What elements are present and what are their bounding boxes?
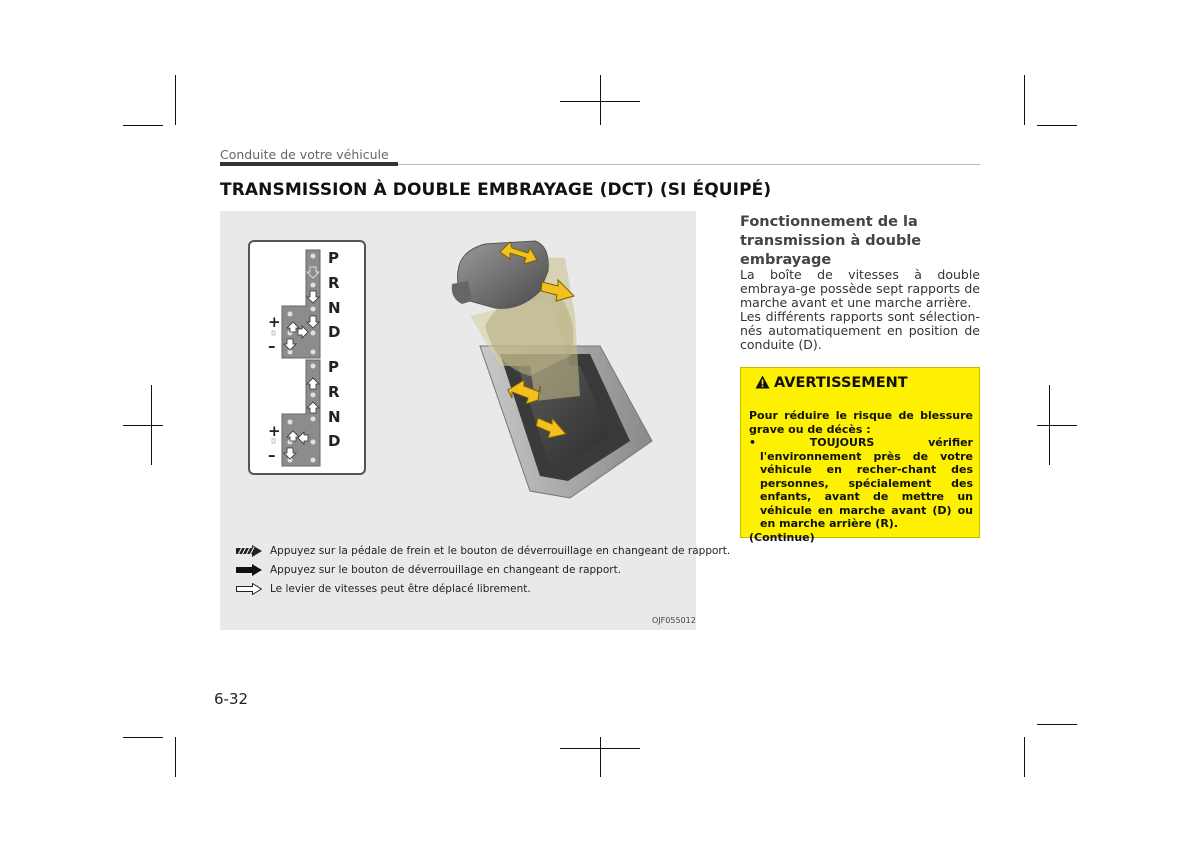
- warning-title-row: [755, 375, 908, 391]
- page-title: TRANSMISSION À DOUBLE EMBRAYAGE (DCT) (SI ÉQUIPÉ): [220, 180, 772, 200]
- gear-letter-p: P: [328, 249, 339, 267]
- paragraph: Les différents rapports sont sélection-nés automatiquement en position de conduite (D).: [740, 309, 980, 352]
- warning-body: [749, 409, 973, 544]
- legend-text: Appuyez sur la pédale de frein et le bouton de déverrouillage en changeant de rapport.: [270, 545, 731, 557]
- gear-lever-illustration: [440, 236, 660, 501]
- paragraph: La boîte de vitesses à double embraya-ge possède sept rapports de marche avant et une marche arrière.: [740, 267, 980, 310]
- warning-intro: Pour réduire le risque de blessure grave ou de décès :: [749, 409, 973, 436]
- subheading: Fonctionnement de la transmission à double embrayage: [740, 214, 922, 268]
- section-divider: [398, 164, 980, 165]
- crop-mark: [151, 385, 152, 465]
- gear-letter-r: R: [328, 274, 340, 292]
- figure-code: OJF055012: [652, 616, 696, 625]
- plus-label: +: [268, 422, 281, 440]
- section-bar: [220, 162, 398, 166]
- gear-letter-d: D: [328, 323, 341, 341]
- minus-label: –: [268, 337, 276, 355]
- crop-mark: [600, 737, 601, 777]
- crop-mark: [600, 75, 601, 125]
- crop-mark: [175, 737, 176, 777]
- crop-mark: [123, 737, 163, 738]
- crop-mark: [123, 425, 163, 426]
- crop-mark: [1037, 125, 1077, 126]
- shift-gate-diagram: [248, 240, 366, 475]
- warning-continued: (Continue): [749, 530, 815, 544]
- warning-icon: [755, 375, 770, 389]
- crop-mark: [175, 75, 176, 125]
- page-number: 6-32: [214, 690, 249, 708]
- body-text: [740, 268, 980, 352]
- crop-mark: [123, 125, 163, 126]
- legend-item: [236, 545, 731, 560]
- warning-title: AVERTISSEMENT: [774, 375, 908, 391]
- plus-label: +: [268, 313, 281, 331]
- hatched-arrow-icon: [236, 545, 262, 557]
- warning-box: [740, 367, 980, 544]
- minus-label: –: [268, 446, 276, 464]
- crop-mark: [1024, 737, 1025, 777]
- gear-letter-n: N: [328, 299, 341, 317]
- gear-letter-r: R: [328, 383, 340, 401]
- legend-text: Le levier de vitesses peut être déplacé librement.: [270, 583, 531, 595]
- outline-arrow-icon: [236, 583, 262, 595]
- crop-mark: [1049, 385, 1050, 465]
- crop-mark: [1024, 75, 1025, 125]
- legend-item: [236, 583, 531, 598]
- crop-mark: [1037, 425, 1077, 426]
- section-label: Conduite de votre véhicule: [220, 147, 389, 162]
- gear-letter-n: N: [328, 408, 341, 426]
- legend-item: [236, 564, 622, 579]
- legend-text: Appuyez sur le bouton de déverrouillage en changeant de rapport.: [270, 564, 622, 576]
- gear-letter-p: P: [328, 358, 339, 376]
- crop-mark: [1037, 724, 1077, 725]
- warning-bullet: • TOUJOURS vérifier l'environnement près de votre véhicule en recher-chant des personnes, spécialement des enfants, avant de mettre un véhicule en marche avant (D) ou en marche arrière (R).: [749, 436, 973, 530]
- solid-arrow-icon: [236, 564, 262, 576]
- gear-letter-d: D: [328, 432, 341, 450]
